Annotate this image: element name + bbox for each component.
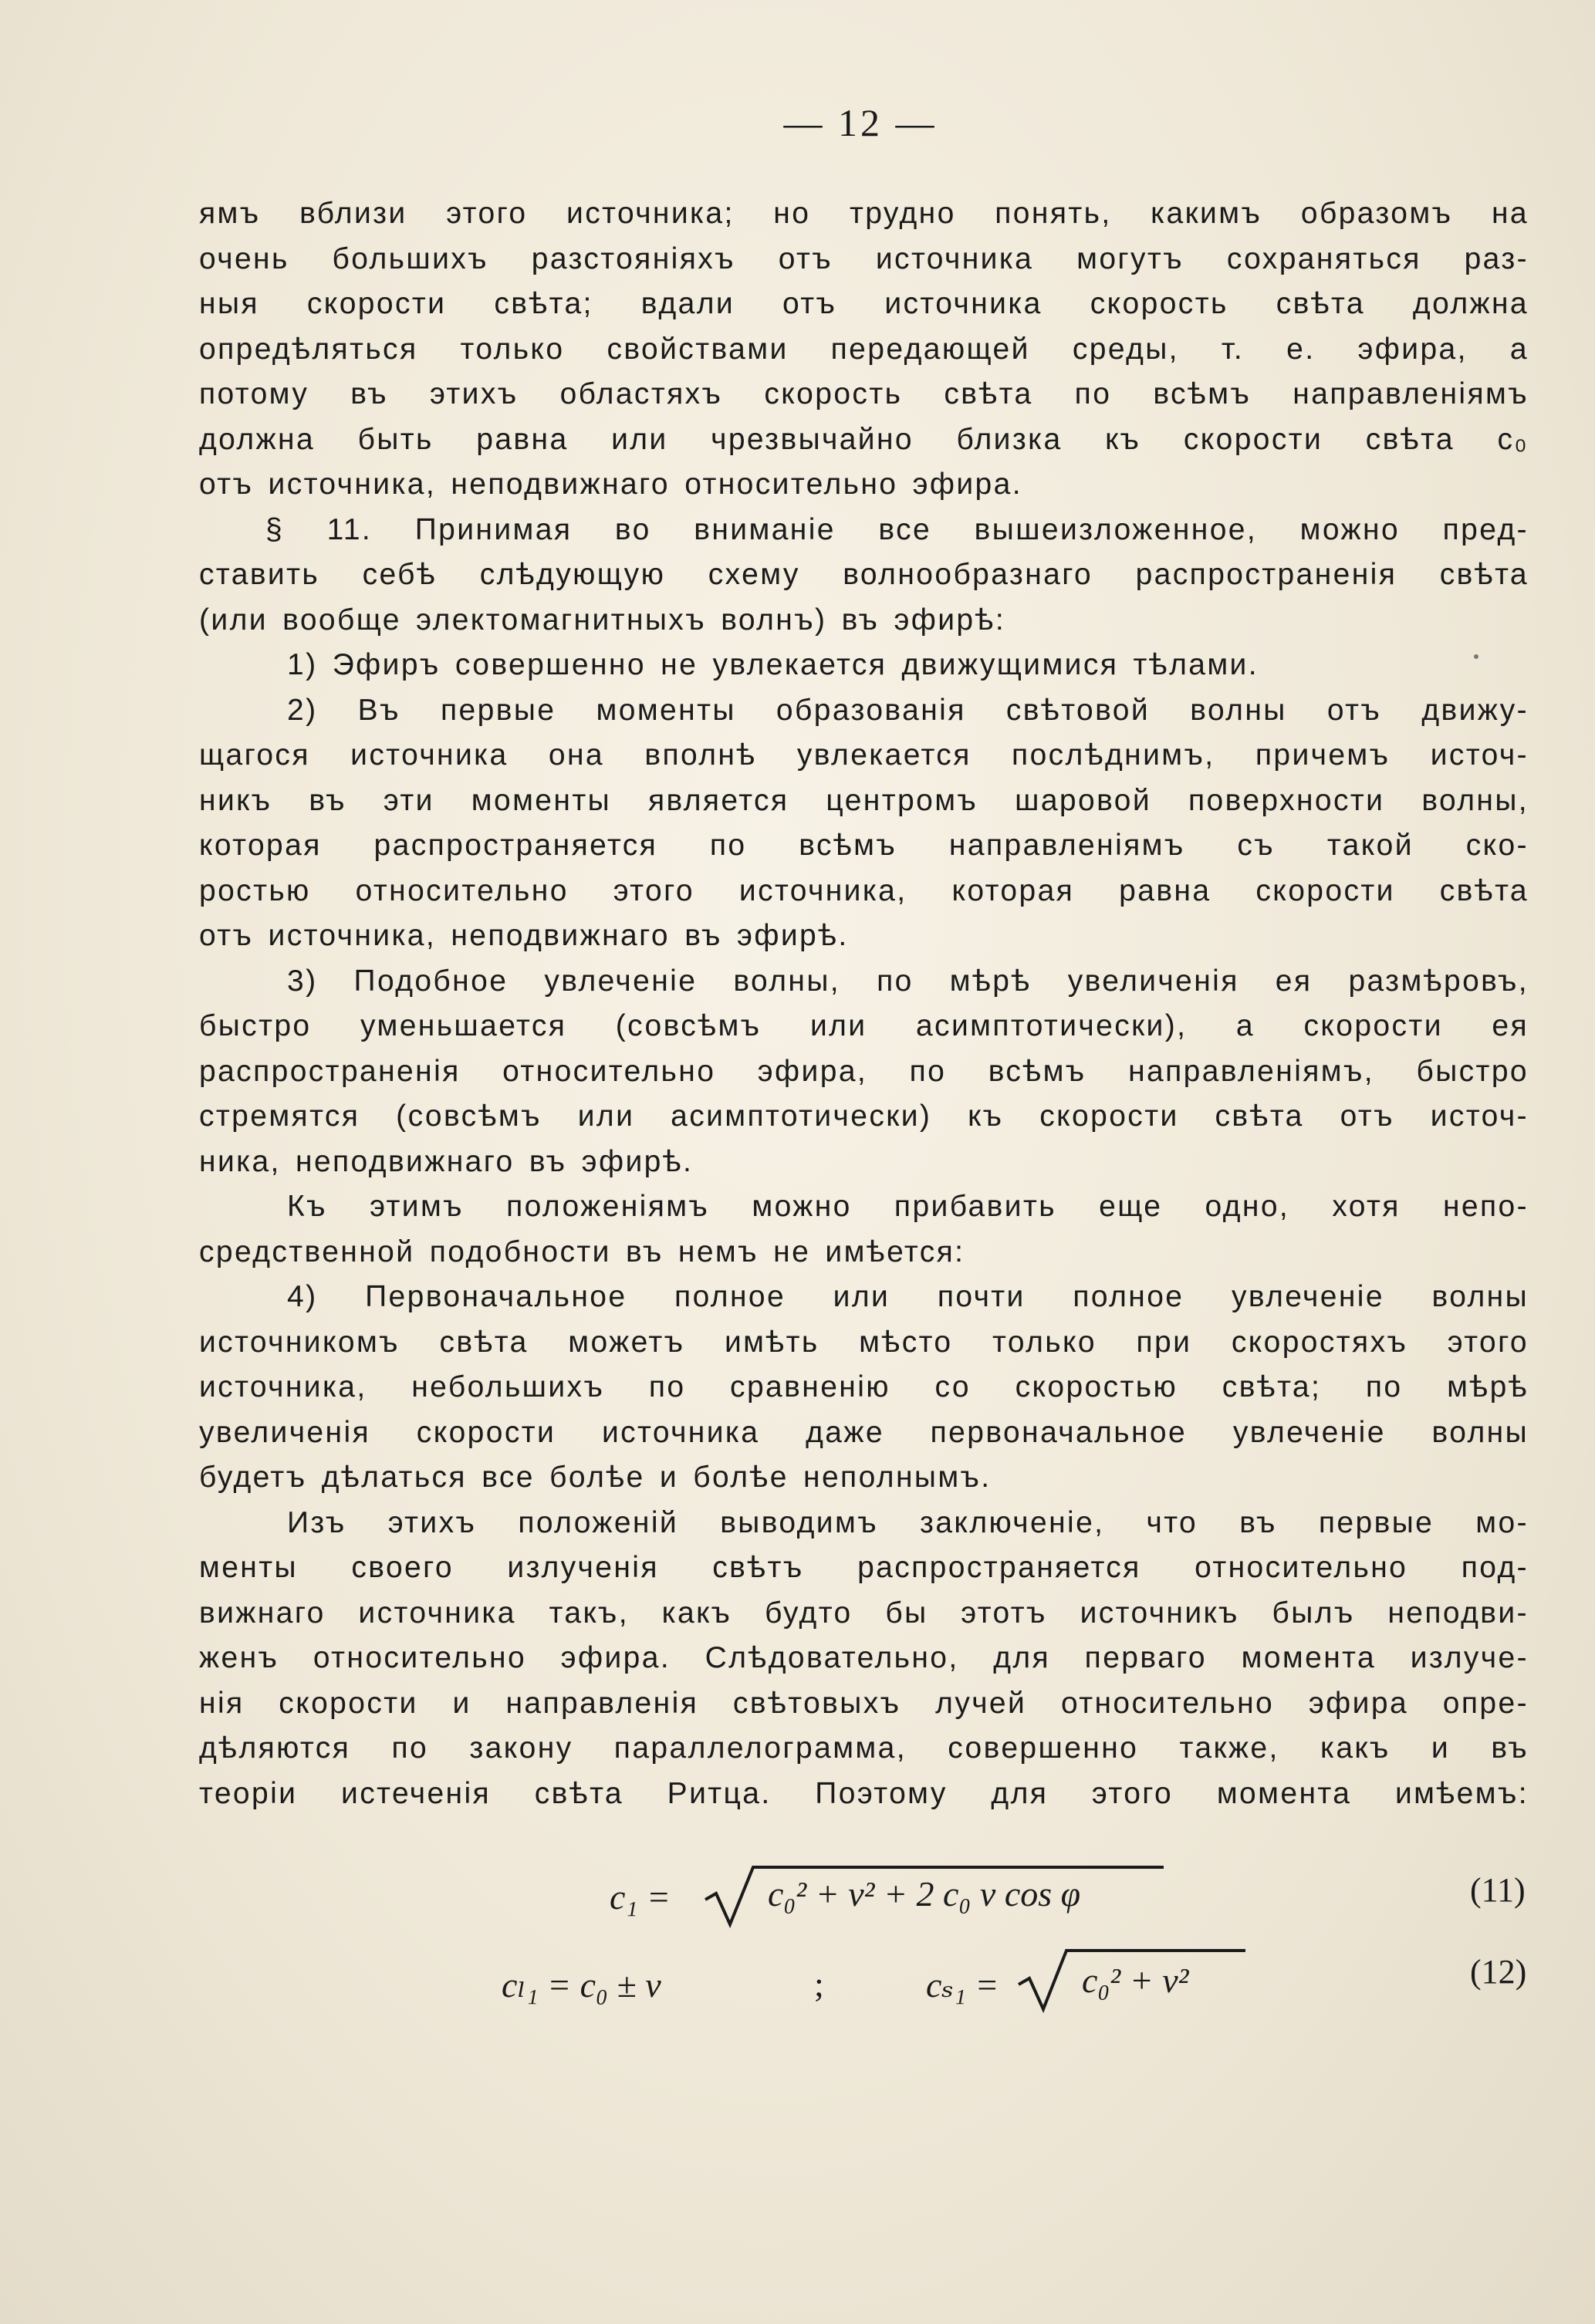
equation-11-radicand: c₀² + v² + 2 c₀ v cos φ [768,1874,1081,1914]
text-line: средственной подобности въ немъ не имѣется: [199,1235,965,1268]
equation-12-number: (12) [1470,1953,1527,1991]
text-line: Къ этимъ положенiямъ можно прибавить еще одно, хотя непо- [287,1190,1529,1223]
text-line: стремятся (совсѣмъ или асимптотически) къ скорости свѣта отъ источ- [199,1100,1529,1133]
equation-11-number: (11) [1470,1871,1526,1909]
text-line: 2) Въ первые моменты образованiя свѣтовой волны отъ движу- [287,693,1529,727]
text-line: женъ относительно эфира. Слѣдовательно, для перваго момента излуче- [199,1641,1529,1674]
text-line: щагося источника она вполнѣ увлекается послѣднимъ, причемъ источ- [199,738,1529,772]
text-line: нiя скорости и направленiя свѣтовыхъ лучей относительно эфира опре- [199,1686,1529,1720]
paragraph-5 [199,959,1529,1185]
text-line: ростью относительно этого источника, которая равна скорости свѣта [199,873,1529,907]
text-line: быстро уменьшается (совсѣмъ или асимптотически), а скорости ея [199,1009,1529,1042]
ink-speck [1474,654,1478,659]
text-line: очень большихъ разстоянiяхъ отъ источника могутъ сохраняться раз- [199,242,1529,275]
text-line: § 11. Принимая во вниманiе все вышеизложенное, можно пред- [265,512,1529,546]
paragraph-2 [199,508,1529,643]
text-line: увеличенiя скорости источника даже первоначальное увлеченiе волны [199,1415,1529,1449]
text-line: вижнаго источника такъ, какъ будто бы этотъ источникъ былъ неподви- [199,1596,1529,1630]
text-line: будетъ дѣлаться все болѣе и болѣе неполнымъ. [199,1461,992,1494]
text-line: дѣляются по закону параллелограмма, совершенно также, какъ и въ [199,1731,1529,1765]
text-line: Изъ этихъ положенiй выводимъ заключенiе, что въ первые мо- [287,1505,1529,1539]
text-line: теорiи истеченiя свѣта Ритца. Поэтому для этого момента имѣемъ: [199,1776,1529,1810]
text-line: никъ въ эти моменты является центромъ шаровой поверхности волны, [199,783,1529,817]
text-line: 1) Эфиръ совершенно не увлекается движущимися тѣлами. [287,648,1259,681]
paragraph-7 [199,1275,1529,1501]
text-line: 3) Подобное увлеченiе волны, по мѣрѣ увеличенiя ея размѣровъ, [287,964,1529,998]
text-line: источникомъ свѣта можетъ имѣть мѣсто только при скоростяхъ этого [199,1325,1529,1359]
page-number: — 12 — [783,101,938,144]
paragraph-8 [199,1501,1529,1817]
paragraph-1 [199,191,1529,508]
text-line: которая распространяется по всѣмъ направленiямъ съ такой ско- [199,829,1529,862]
text-line: ника, неподвижнаго въ эфирѣ. [199,1144,694,1178]
paragraph-6 [199,1184,1529,1275]
equation-11-lhs: c₁ = [610,1877,671,1917]
paragraph-3 [199,643,1529,688]
equation-12-separator: ; [814,1964,824,2004]
equation-12-radicand: c₀² + v² [1082,1961,1189,2000]
paragraph-4 [199,688,1529,959]
text-line: распространенiя относительно эфира, по всѣмъ направленiямъ, быстро [199,1054,1529,1088]
text-line: 4) Первоначальное полное или почти полное увлеченiе волны [287,1280,1529,1313]
equation-12-lhs: cₛ₁ = [926,1965,999,2005]
equation-12-left: cₗ₁ = c₀ ± v [502,1965,661,2005]
text-line: отъ источника, неподвижнаго относительно эфира. [199,468,1022,501]
text-line: должна быть равна или чрезвычайно близка къ скорости свѣта c₀ [199,422,1529,456]
text-line: ямъ вблизи этого источника; но трудно понять, какимъ образомъ на [199,197,1529,230]
text-line: источника, небольшихъ по сравненiю со скоростью свѣта; по мѣрѣ [199,1370,1529,1404]
text-line: менты своего излученiя свѣтъ распространяется относительно под- [199,1551,1529,1584]
text-line: опредѣляться только свойствами передающей среды, т. е. эфира, а [199,332,1529,366]
text-line: (или вообще электомагнитныхъ волнъ) въ эфирѣ: [199,603,1006,637]
text-line: ныя скорости свѣта; вдали отъ источника скорость свѣта должна [199,287,1529,320]
text-line: отъ источника, неподвижнаго въ эфирѣ. [199,919,849,952]
body-text [199,191,1529,1816]
text-line: потому въ этихъ областяхъ скорость свѣта по всѣмъ направленiямъ [199,377,1529,410]
text-line: ставить себѣ слѣдующую схему волнообразнаго распространенiя свѣта [199,558,1529,591]
